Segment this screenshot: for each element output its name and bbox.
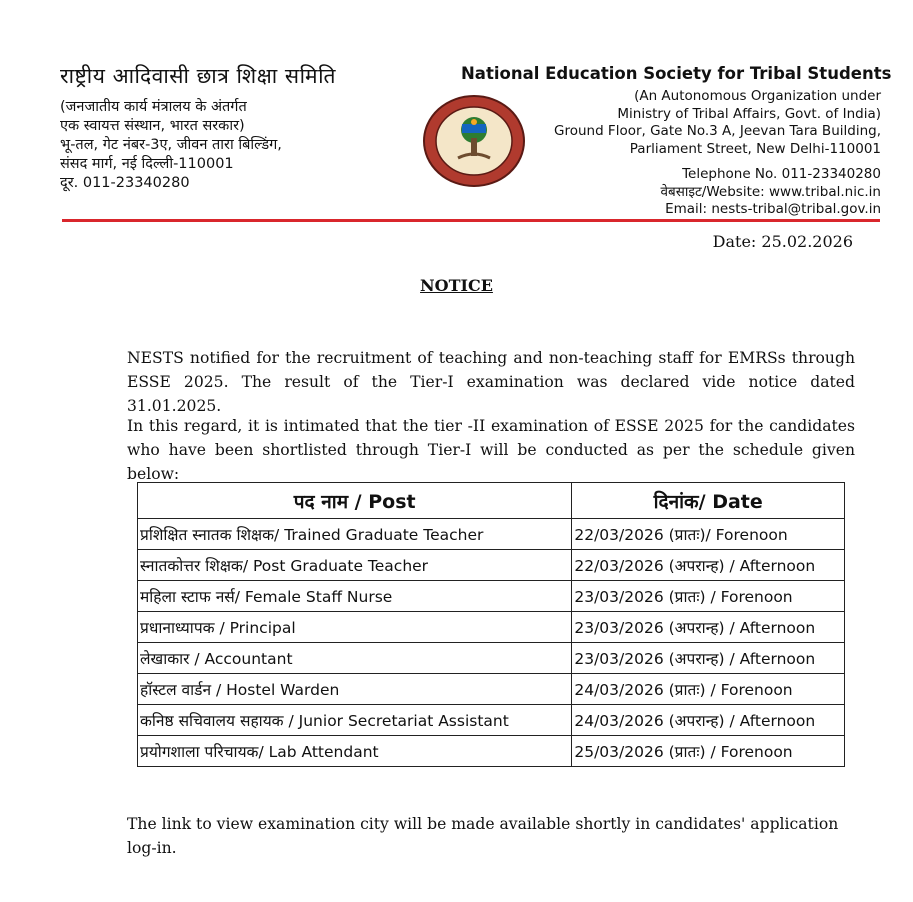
english-line: Ministry of Tribal Affairs, Govt. of India) <box>617 105 881 122</box>
hindi-phone: दूर. 011-23340280 <box>60 175 190 191</box>
hindi-org-name: राष्ट्रीय आदिवासी छात्र शिक्षा समिति <box>60 64 336 88</box>
post-cell: लेखाकार / Accountant <box>138 643 572 674</box>
hindi-line: संसद मार्ग, नई दिल्ली-110001 <box>60 156 234 172</box>
hindi-line: एक स्वायत्त संस्थान, भारत सरकार) <box>60 118 245 134</box>
website: वेबसाइट/Website: www.tribal.nic.in <box>660 183 881 200</box>
paragraph-exam-city-link: The link to view examination city will be made available shortly in candidates' application log-in. <box>127 815 839 857</box>
post-cell: प्रधानाध्यापक / Principal <box>138 612 572 643</box>
hindi-line: (जनजातीय कार्य मंत्रालय के अंतर्गत <box>60 99 247 115</box>
date-cell: 22/03/2026 (प्रातः)/ Forenoon <box>572 519 845 550</box>
english-address: Parliament Street, New Delhi-110001 <box>629 140 881 157</box>
table-row <box>138 550 845 581</box>
post-cell: हॉस्टल वार्डन / Hostel Warden <box>138 674 572 705</box>
email: Email: nests-tribal@tribal.gov.in <box>665 201 881 217</box>
telephone: Telephone No. 011-23340280 <box>682 166 881 182</box>
table-row <box>138 612 845 643</box>
exam-schedule-table <box>137 482 845 767</box>
english-letterhead <box>461 64 892 219</box>
post-cell: कनिष्ठ सचिवालय सहायक / Junior Secretariat Assistant <box>138 705 572 736</box>
paragraph-intro: NESTS notified for the recruitment of teaching and non-teaching staff for EMRSs through ESSE 2025. The result of the Tier-I examination was declared vide notice dated 31.01.2025. <box>127 349 855 415</box>
notice-title: NOTICE <box>420 276 493 295</box>
date-cell: 22/03/2026 (अपरान्ह) / Afternoon <box>572 550 845 581</box>
table-row <box>138 705 845 736</box>
table-row <box>138 736 845 767</box>
table-row <box>138 643 845 674</box>
post-column-header: पद नाम / Post <box>138 483 572 519</box>
date-cell: 23/03/2026 (प्रातः) / Forenoon <box>572 581 845 612</box>
date-cell: 25/03/2026 (प्रातः) / Forenoon <box>572 736 845 767</box>
header-divider <box>62 219 880 222</box>
date-cell: 23/03/2026 (अपरान्ह) / Afternoon <box>572 612 845 643</box>
post-cell: स्नातकोत्तर शिक्षक/ Post Graduate Teacher <box>138 550 572 581</box>
paragraph-schedule-intro: In this regard, it is intimated that the tier -II examination of ESSE 2025 for the candidates who have been shortlisted through Tier-I will be conducted as per the schedule given below: <box>127 417 855 483</box>
notice-date: Date: 25.02.2026 <box>712 232 853 251</box>
table-row <box>138 674 845 705</box>
post-cell: प्रयोगशाला परिचायक/ Lab Attendant <box>138 736 572 767</box>
table-row <box>138 519 845 550</box>
date-column-header: दिनांक/ Date <box>572 483 845 519</box>
hindi-letterhead <box>60 62 430 193</box>
english-address: Ground Floor, Gate No.3 A, Jeevan Tara Building, <box>553 123 881 139</box>
post-cell: महिला स्टाफ नर्स/ Female Staff Nurse <box>138 581 572 612</box>
post-cell: प्रशिक्षित स्नातक शिक्षक/ Trained Graduate Teacher <box>138 519 572 550</box>
table-row <box>138 581 845 612</box>
hindi-line: भू-तल, गेट नंबर-3ए, जीवन तारा बिल्डिंग, <box>60 137 282 153</box>
date-cell: 24/03/2026 (अपरान्ह) / Afternoon <box>572 705 845 736</box>
english-line: (An Autonomous Organization under <box>634 88 881 104</box>
table-header-row <box>138 483 845 519</box>
english-org-name: National Education Society for Tribal Students <box>461 64 892 83</box>
date-cell: 23/03/2026 (अपरान्ह) / Afternoon <box>572 643 845 674</box>
date-cell: 24/03/2026 (प्रातः) / Forenoon <box>572 674 845 705</box>
